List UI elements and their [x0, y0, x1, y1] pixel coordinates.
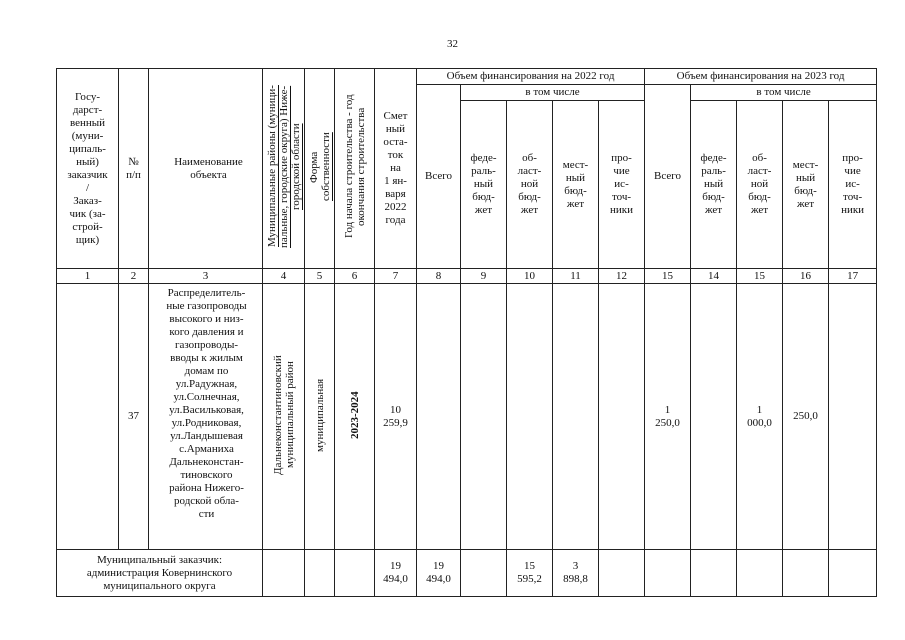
total-years — [335, 550, 375, 597]
header-customer: Госу- дарст- венный (муни- ципаль- ный) заказчик / Заказ- чик (за- строй- щик) — [57, 69, 119, 269]
page-number: 32 — [447, 38, 458, 50]
cell-district: Дальнеконстантиновский муниципальный район — [263, 284, 305, 550]
cell-regional-2023: 1 000,0 — [737, 284, 783, 550]
header-fin-2022: Объем финансирования на 2022 год — [417, 69, 645, 85]
column-number: 10 — [507, 269, 553, 284]
cell-local-2022 — [553, 284, 599, 550]
total-other-2023 — [829, 550, 877, 597]
header-regional-2022: об- ласт- ной бюд- жет — [507, 101, 553, 269]
total-federal-2023 — [691, 550, 737, 597]
cell-customer — [57, 284, 119, 550]
header-object-name: Наименование объекта — [149, 69, 263, 269]
header-total-2023: Всего — [645, 85, 691, 269]
total-balance: 19 494,0 — [375, 550, 417, 597]
column-number: 3 — [149, 269, 263, 284]
cell-federal-2022 — [461, 284, 507, 550]
header-federal-2023: феде- раль- ный бюд- жет — [691, 101, 737, 269]
cell-regional-2022 — [507, 284, 553, 550]
cell-ownership: муниципальная — [305, 284, 335, 550]
cell-federal-2023 — [691, 284, 737, 550]
header-num: № п/п — [119, 69, 149, 269]
header-total-2022: Всего — [417, 85, 461, 269]
total-label: Муниципальный заказчик: администрация Ковернинского муниципального округа — [57, 550, 263, 597]
header-other-2023: про- чие ис- точ- ники — [829, 101, 877, 269]
column-number: 7 — [375, 269, 417, 284]
column-number: 15 — [645, 269, 691, 284]
column-number: 11 — [553, 269, 599, 284]
total-district — [263, 550, 305, 597]
header-fin-2023: Объем финансирования на 2023 год — [645, 69, 877, 85]
total-local-2022: 3 898,8 — [553, 550, 599, 597]
column-number-row — [57, 269, 877, 284]
column-number: 9 — [461, 269, 507, 284]
total-row — [57, 550, 877, 597]
column-number: 15 — [737, 269, 783, 284]
header-other-2022: про- чие ис- точ- ники — [599, 101, 645, 269]
header-regional-2023: об- ласт- ной бюд- жет — [737, 101, 783, 269]
header-estimated-balance: Смет ный оста- ток на 1 ян- варя 2022 года — [375, 69, 417, 269]
total-ownership — [305, 550, 335, 597]
cell-other-2023 — [829, 284, 877, 550]
cell-num: 37 — [119, 284, 149, 550]
header-local-2022: мест- ный бюд- жет — [553, 101, 599, 269]
total-total-2023 — [645, 550, 691, 597]
cell-years: 2023-2024 — [335, 284, 375, 550]
total-regional-2023 — [737, 550, 783, 597]
column-number: 1 — [57, 269, 119, 284]
total-other-2022 — [599, 550, 645, 597]
column-number: 14 — [691, 269, 737, 284]
cell-object-name: Распределитель- ные газопроводы высокого и низ- кого давления и газопроводы- вводы к жилым домам по ул.Радужная, ул.Солнечная, ул.Васильковая, ул.Родниковая, ул.Ландышевая с.Арманиха Дальнеконстан- тиновского района Нижего- родской обла- сти — [149, 284, 263, 550]
column-number: 6 — [335, 269, 375, 284]
header-local-2023: мест- ный бюд- жет — [783, 101, 829, 269]
header-municipal-district: Муниципальные районы (муници-пальные, городские округа) Ниже-городской области — [263, 69, 305, 269]
header-federal-2022: феде- раль- ный бюд- жет — [461, 101, 507, 269]
cell-balance: 10 259,9 — [375, 284, 417, 550]
column-number: 2 — [119, 269, 149, 284]
cell-other-2022 — [599, 284, 645, 550]
financing-table — [56, 68, 877, 597]
total-regional-2022: 15 595,2 — [507, 550, 553, 597]
cell-total-2022 — [417, 284, 461, 550]
column-number: 4 — [263, 269, 305, 284]
cell-total-2023: 1 250,0 — [645, 284, 691, 550]
header-including-2023: в том числе — [691, 85, 877, 101]
column-number: 5 — [305, 269, 335, 284]
cell-local-2023: 250,0 — [783, 284, 829, 550]
column-number: 17 — [829, 269, 877, 284]
header-ownership: Форма собственности — [305, 69, 335, 269]
total-local-2023 — [783, 550, 829, 597]
header-years: Год начала строительства - год окончания строительства — [335, 69, 375, 269]
table-row — [57, 284, 877, 550]
header-including-2022: в том числе — [461, 85, 645, 101]
column-number: 16 — [783, 269, 829, 284]
total-total-2022: 19 494,0 — [417, 550, 461, 597]
column-number: 12 — [599, 269, 645, 284]
total-federal-2022 — [461, 550, 507, 597]
column-number: 8 — [417, 269, 461, 284]
